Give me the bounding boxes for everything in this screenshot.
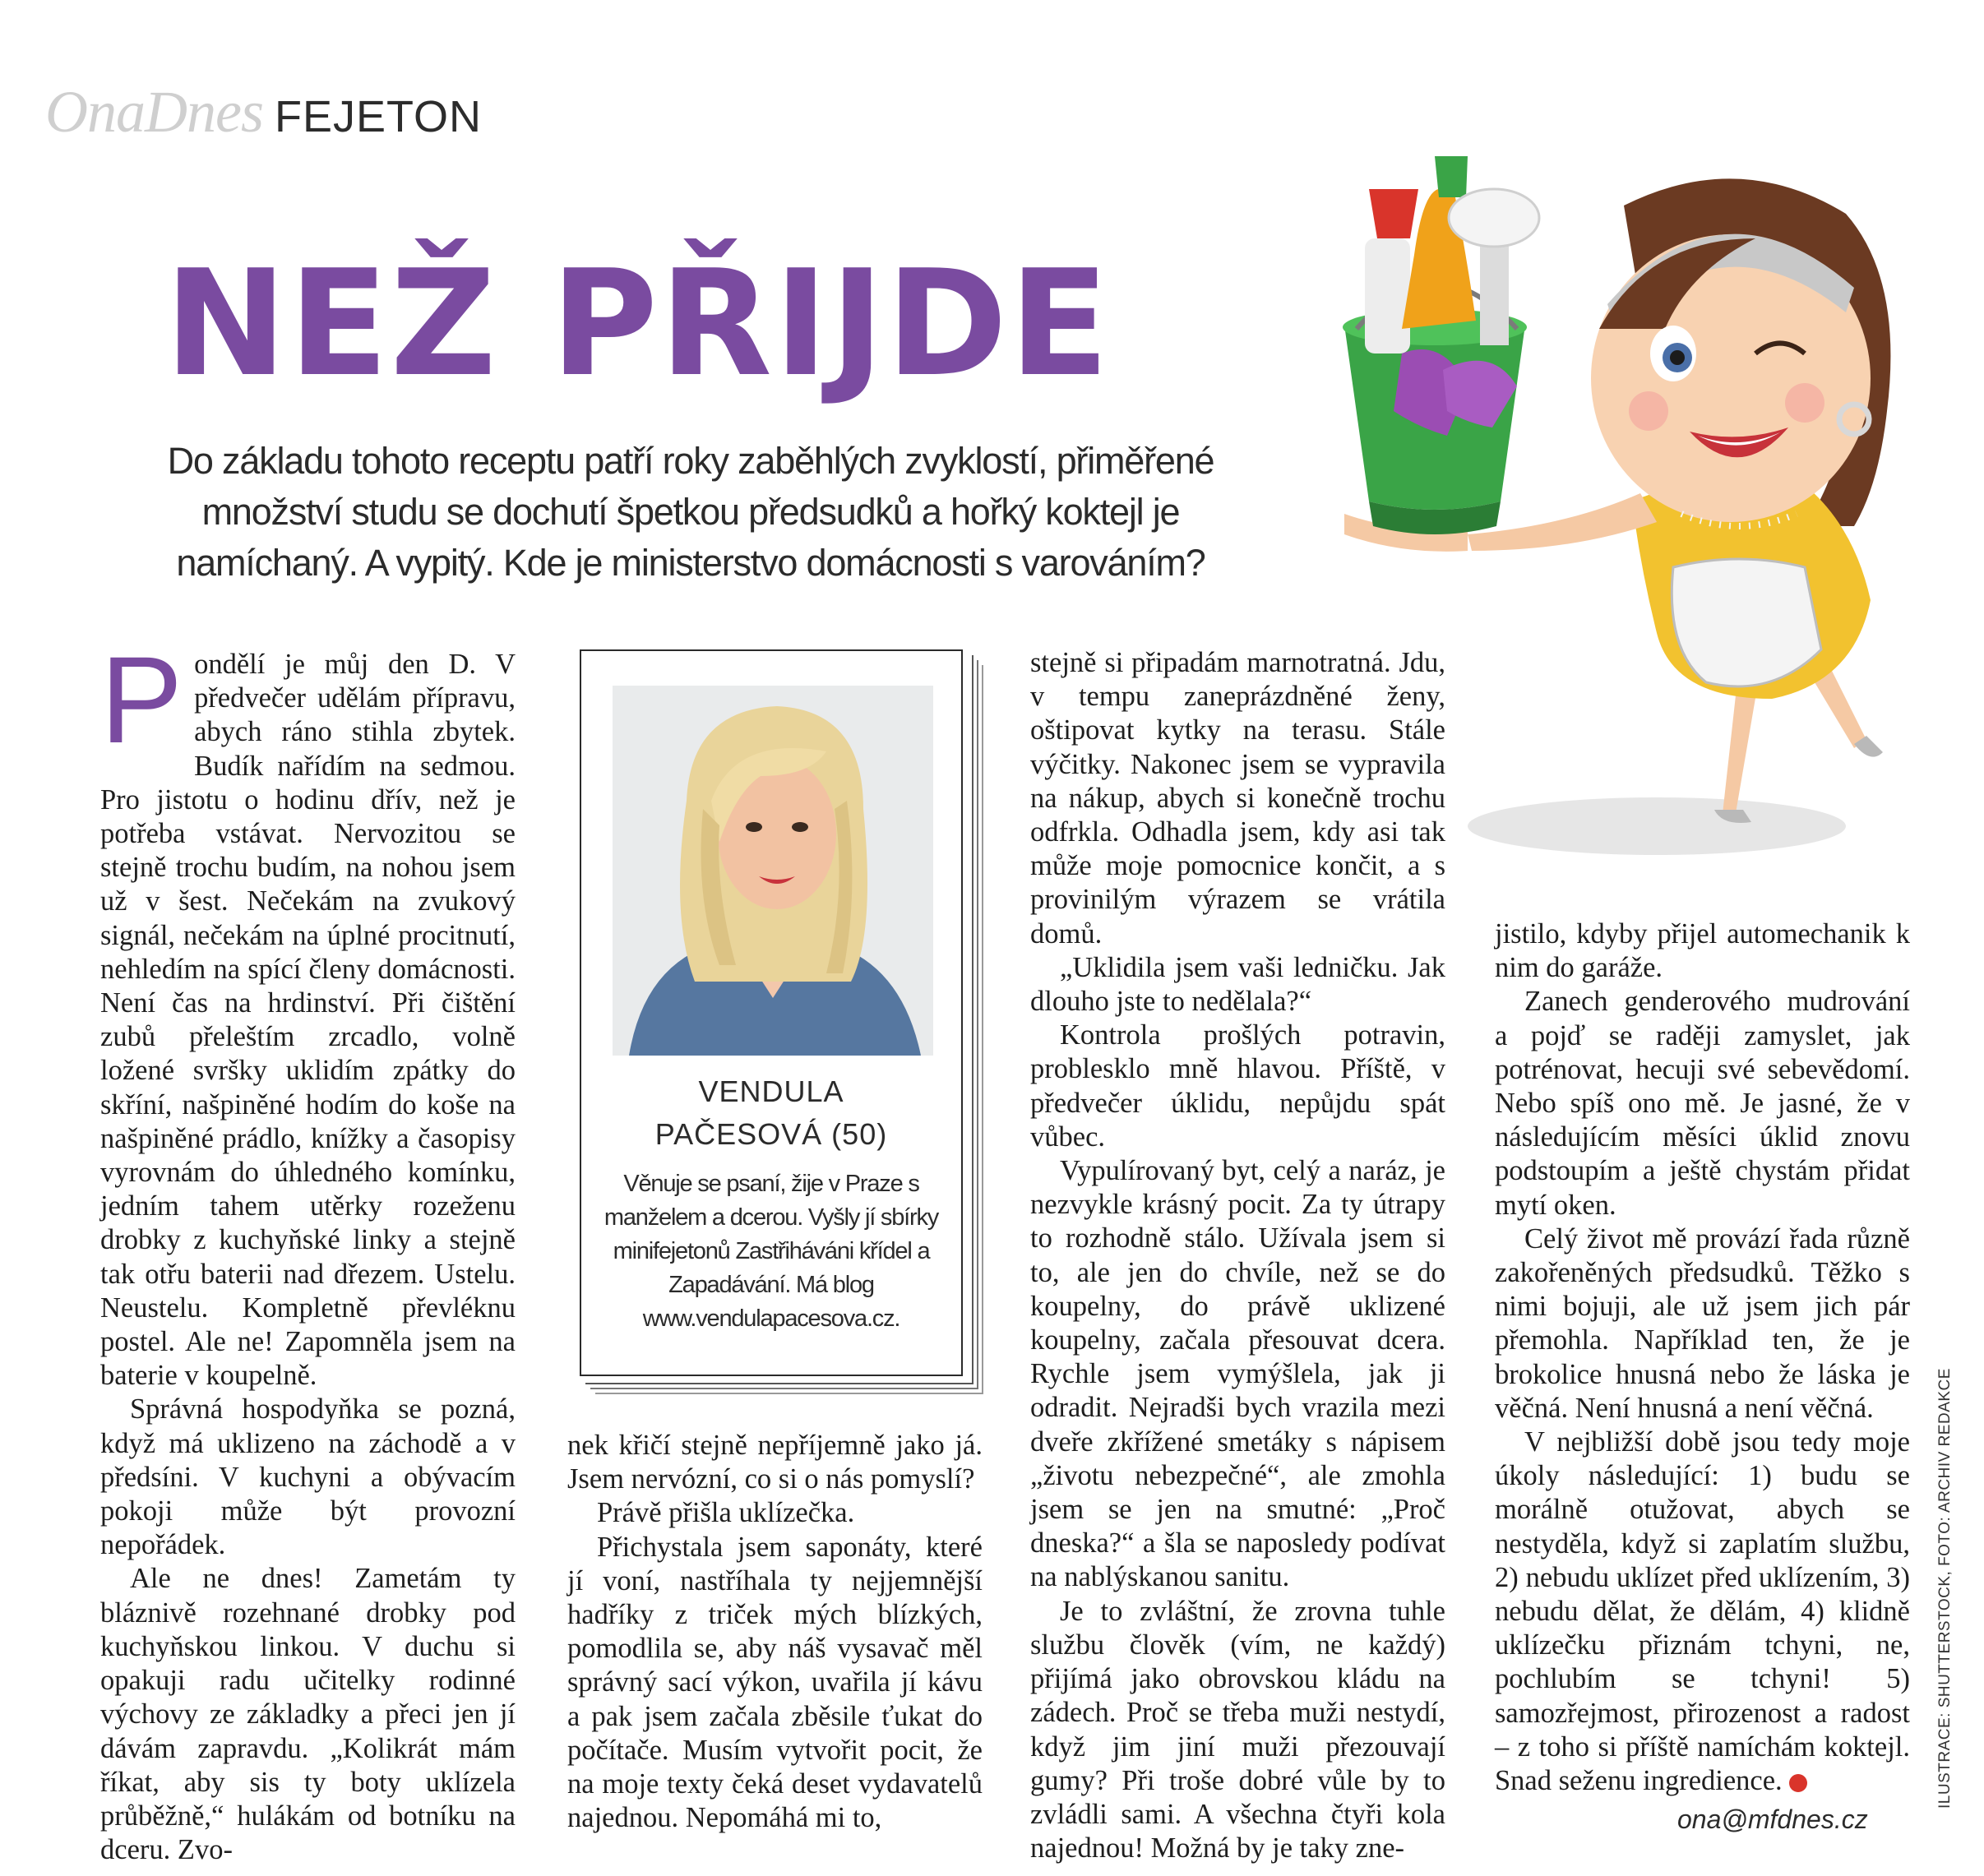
drop-cap: P [100,631,183,769]
article-paragraph: Správná hospodyňka se pozná, když má uklizeno na záchodě a v předsíni. V kuchyni a obývacím pokoji může být provozní nepořádek. [100,1393,516,1561]
article-column-4 [1495,917,1910,1798]
article-column-2 [567,1429,983,1835]
headline: NEŽ PŘIJDE [164,238,1111,409]
article-paragraph [100,631,516,1393]
article-paragraph: stejně si připadám marnotratná. Jdu, v tempu zaneprázdněné ženy, oštipovat kytky na terasu. Stále výčitky. Nakonec jsem se vypravila na nákup, abych si konečně trochu odfrkla. Odhadla jsem, kdy asi tak může moje pomocnice končit, a s provinilým výrazem se vrátila domů. [1030,647,1445,950]
article-paragraph: Ale ne dnes! Zametám ty bláznivě rozehnané drobky pod kuchyňskou linkou. V duchu si opakuji radu učitelky rodinné výchovy ze základky a přeci jen jí dávám zapravdu. „Kolikrát mám říkat, aby sis ty boty uklízela průběžně,“ hulákám od botníku na dceru. Zvo- [100,1563,516,1866]
lead-paragraph: Do základu tohoto receptu patří roky zaběhlých zvyklostí, přiměřené množství studu se dochutí špetkou předsudků a hořký koktejl je namíchaný. A vypitý. Kde je ministerstvo domácnosti s varováním? [167,440,1214,584]
section-label: FEJETON [274,92,482,141]
article-paragraph: nek křičí stejně nepříjemně jako já. Jsem nervózní, co si o nás pomyslí? [567,1430,983,1495]
article-paragraph [1495,1425,1910,1798]
article-paragraph: Celý život mě provází řada různě zakořeněných předsudků. Těžko s nimi bojuji, ale už jsem jich pár přemohla. Například ten, že je brokolice hnusná nebo že láska je věčná. Není hnusná a není věčná. [1495,1222,1910,1424]
author-name [581,1070,961,1156]
author-name-line2: PAČESOVÁ (50) [654,1117,888,1151]
author-bio: Věnuje se psaní, žije v Praze s manželem a dcerou. Vyšly jí sbírky minifejetonů Zastřiháváni křídel a Zapadávání. Má blog www.vendulapacesova.cz. [604,1171,939,1332]
end-mark-icon [1789,1774,1807,1792]
article-paragraph: Kontrola prošlých potravin, problesklo mně hlavou. Příště, v předvečer úklidu, nepůjdu spát vůbec. [1030,1019,1445,1153]
article-paragraph: Právě přišla uklízečka. [597,1497,855,1529]
brand-logo: OnaDnes [45,79,263,145]
article-paragraph: Zanech genderového mudrování a pojď se raději zamyslet, jak potrénovat, hecuji své sebevědomí. Nebo spíš ono mě. Je jasné, že v následujícím měsíci úklid znovu podstoupím a ještě chystám přidat mytí oken. [1495,986,1910,1221]
article-paragraph: Je to zvláštní, že zrovna tuhle službu člověk (vím, ne každý) přijímá jako obrovskou kládu na zádech. Proč se třeba muži nestydí, když jim jiní muži přezouvají gumy? Při troše dobré vůle by to zvládli sami. A všechna čtyři kola najednou! Možná by je taky zne- [1030,1595,1445,1864]
author-name-line1: VENDULA [698,1074,844,1108]
author-photo [613,686,933,1056]
paragraph-text: ondělí je můj den D. V předvečer udělám přípravu, abych ráno stihla zbytek. Budík nařídím na sedmou. Pro jistotu o hodinu dřív, než je potřeba vstávat. Nervozitou se stejně trochu budím, na nohou jsem už v šest. Nečekám na zvukový signál, nečekám na úplné procitnutí, nehledím na spící členy domácnosti. Není čas na hrdinství. Při čištění zubů přeleštím zrcadlo, volně ložené svršky uklidím zpátky do skříní, našpiněné hodím do koše na našpiněné prádlo, knížky a časopisy vyrovnám do úhledného komínku, jedním tahem utěrky rozeženu drobky z kuchyňské linky a stejně tak otřu baterii nad dřezem. Ustelu. Neustelu. Kompletně převléknu postel. Ale ne! Zapomněla jsem na baterie v koupelně. [100,649,516,1392]
article-paragraph: Vypulírovaný byt, celý a naráz, je nezvykle krásný pocit. Za ty útrapy to rozhodně stálo. Užívala jsem si to, ale jen do chvíle, než se do koupelny, do právě uklizené koupelny, začala přesouvat dcera. Rychle jsem vymýšlela, jak ji odradit. Nejradši bych vrazila mezi dveře zkřížené smetáky s nápisem „životu nebezpečné“, ale zmohla jsem se jen na smutné: „Proč dneska?“ a šla se naposledy podívat na nablýskanou sanitu. [1030,1155,1445,1593]
photo-credit: ILUSTRACE: SHUTTERSTOCK, FOTO: ARCHIV REDAKCE [1936,1368,1954,1809]
author-box [580,649,963,1376]
article-paragraph: jistilo, kdyby přijel automechanik k nim do garáže. [1495,918,1910,984]
article-paragraph: „Uklidila jsem vaši ledničku. Jak dlouho jste to nedělala?“ [1030,951,1445,1018]
article-paragraph: Přichystala jsem saponáty, které jí voní, nastříhala ty nejjemnější hadříky z triček mých blízkých, pomodlila se, aby náš vysavač měl správný sací výkon, uvařila jí kávu a pak jsem začala zběsile ťukat do počítače. Musím vytvořit pocit, že na moje texty čeká deset vydavatelů najednou. Nepomáhá mi to, [567,1531,983,1834]
article-column-1 [100,631,516,1867]
contact-email: ona@mfdnes.cz [1677,1804,1868,1834]
article-column-3 [1030,646,1445,1865]
masthead [45,78,482,146]
paragraph-text: V nejbližší době jsou tedy moje úkoly následující: 1) budu se morálně otužovat, abych se nestyděla, když si zaplatím službu, 2) nebudu uklízet před uklízením, 3) nebudu dělat, že dělám, 4) klidně uklízečku přiznám tchyni, ne, pochlubím se tchyni! 5) samozřejmost, přirozenost a radost – z toho si příště namíchám koktejl. Snad seženu ingredience. [1495,1426,1910,1797]
